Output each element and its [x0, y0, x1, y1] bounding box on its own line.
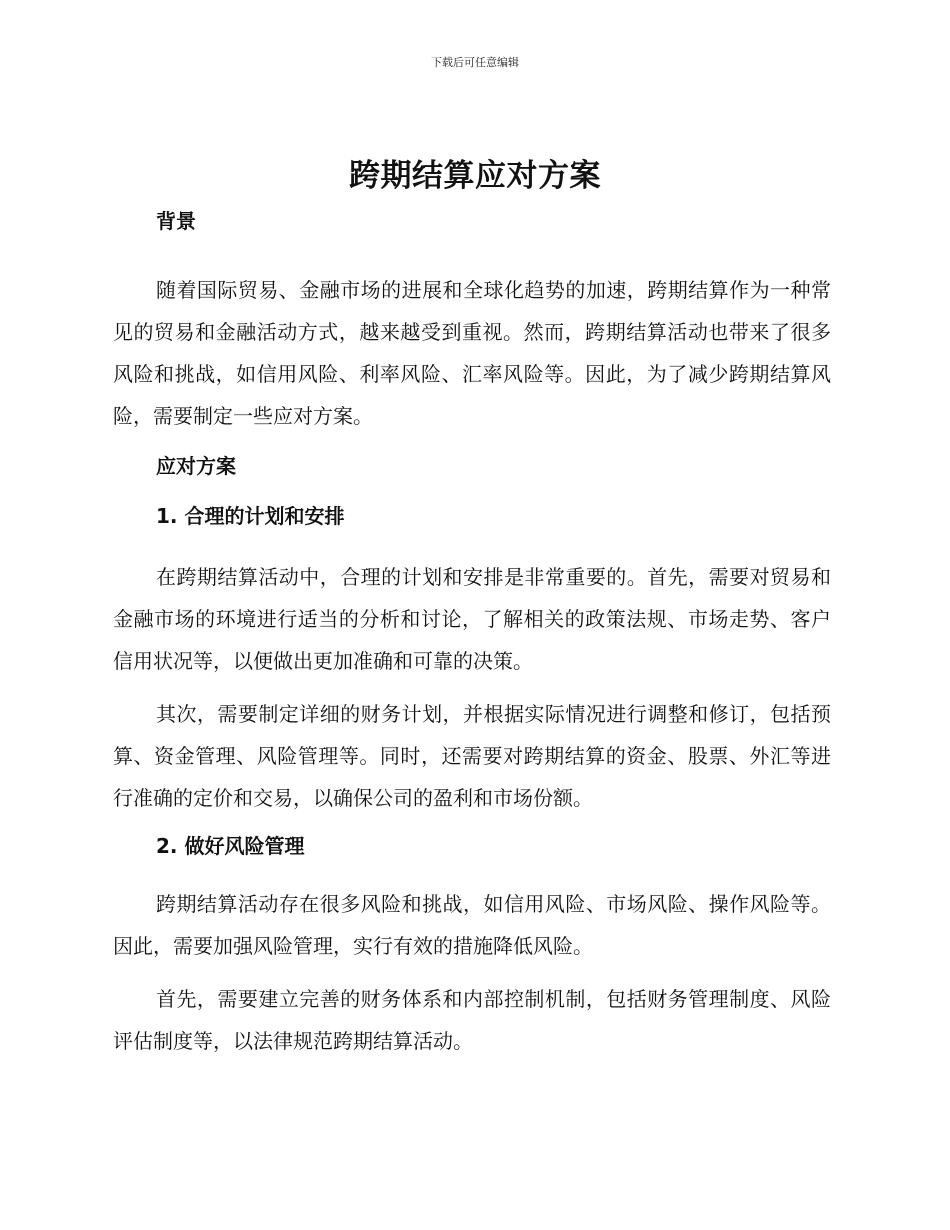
paragraph-background: 随着国际贸易、金融市场的进展和全球化趋势的加速，跨期结算作为一种常见的贸易和金融活动方式，越来越受到重视。然而，跨期结算活动也带来了很多风险和挑战，如信用风险、利率风险、汇率风险等。因此，为了减少跨期结算风险，需要制定一些应对方案。	[113, 278, 831, 428]
heading-section-2: 2. 做好风险管理	[156, 834, 305, 858]
heading-response-plan: 应对方案	[156, 454, 236, 478]
paragraph-section-2a: 跨期结算活动存在很多风险和挑战，如信用风险、市场风险、操作风险等。因此，需要加强风险管理，实行有效的措施降低风险。	[113, 892, 831, 958]
header-note: 下载后可任意编辑	[431, 56, 519, 69]
paragraph-section-1b: 其次，需要制定详细的财务计划，并根据实际情况进行调整和修订，包括预算、资金管理、风险管理等。同时，还需要对跨期结算的资金、股票、外汇等进行准确的定价和交易，以确保公司的盈利和市场份额。	[113, 702, 831, 810]
heading-section-1: 1. 合理的计划和安排	[156, 504, 345, 528]
document-title: 跨期结算应对方案	[349, 158, 601, 194]
document-body	[113, 204, 831, 1062]
paragraph-section-1a: 在跨期结算活动中，合理的计划和安排是非常重要的。首先，需要对贸易和金融市场的环境进行适当的分析和讨论，了解相关的政策法规、市场走势、客户信用状况等，以便做出更加准确和可靠的决策。	[113, 565, 831, 673]
paragraph-section-2b: 首先，需要建立完善的财务体系和内部控制机制，包括财务管理制度、风险评估制度等，以法律规范跨期结算活动。	[113, 987, 831, 1053]
heading-background: 背景	[156, 209, 196, 233]
